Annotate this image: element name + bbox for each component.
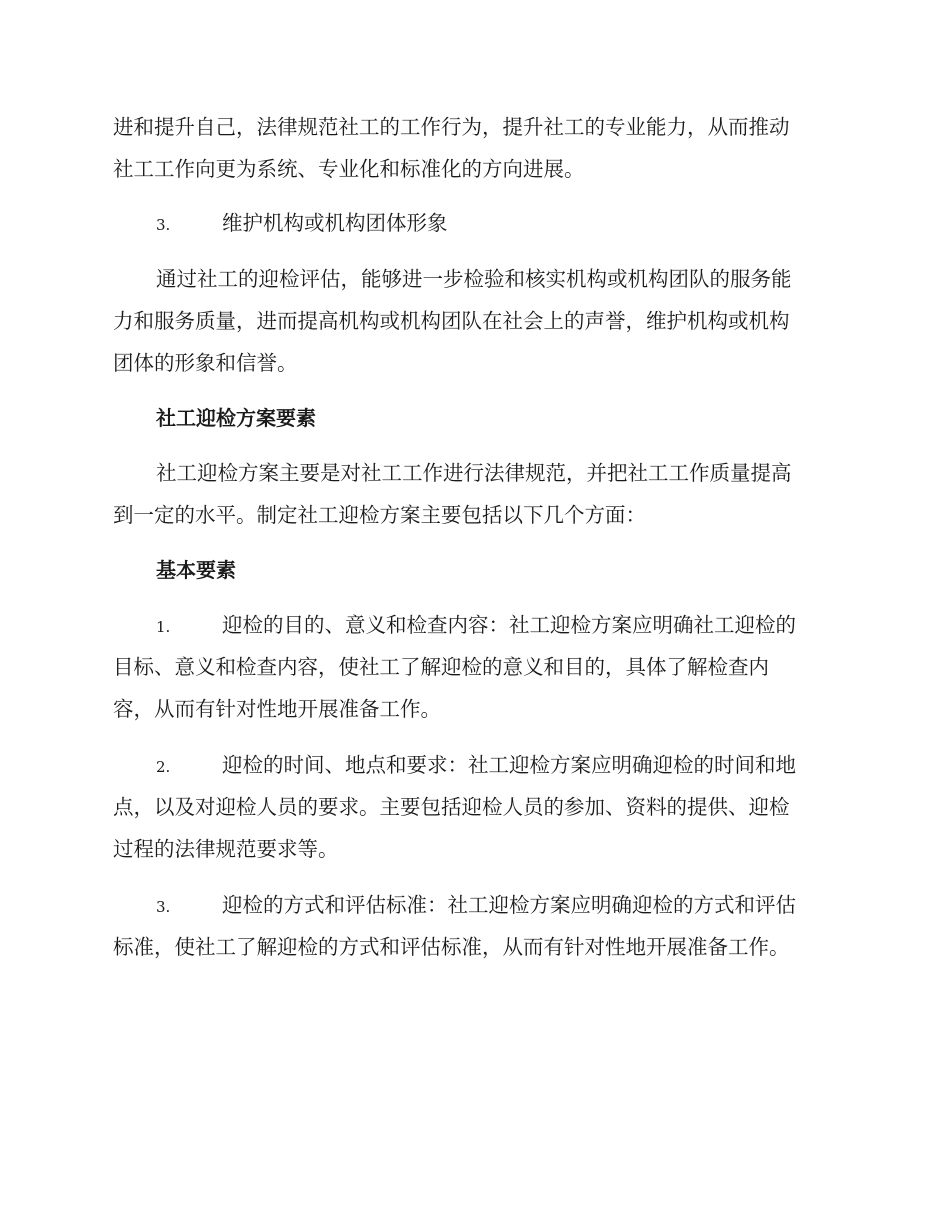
list-item-text: 维护机构或机构团体形象	[222, 211, 448, 235]
paragraph-line: 团体的形象和信誉。	[113, 351, 298, 375]
section-heading-basic	[113, 549, 833, 591]
paragraph-line: 到一定的水平。制定社工迎检方案主要包括以下几个方面：	[113, 503, 646, 527]
list-item-maintain-image	[113, 202, 833, 244]
list-item-text: 迎检的目的、意义和检查内容：社工迎检方案应明确社工迎检的	[222, 613, 796, 637]
paragraph-line: 社工工作向更为系统、专业化和标准化的方向进展。	[113, 157, 585, 181]
list-item-number: 3.	[156, 898, 171, 916]
paragraph-evaluation	[113, 258, 833, 384]
list-item-method-standard	[113, 884, 833, 968]
list-item-time-place	[113, 744, 833, 870]
section-heading-elements	[113, 397, 833, 439]
list-item-text: 迎检的方式和评估标准：社工迎检方案应明确迎检的方式和评估	[222, 893, 796, 917]
list-item-number: 1.	[156, 618, 171, 636]
section-heading: 社工迎检方案要素	[156, 406, 316, 430]
paragraph-line: 通过社工的迎检评估，能够进一步检验和核实机构或机构团队的服务能	[156, 267, 792, 291]
list-item-number: 3.	[156, 216, 171, 234]
list-item-text: 点，以及对迎检人员的要求。主要包括迎检人员的参加、资料的提供、迎检	[113, 795, 790, 819]
list-item-text: 容，从而有针对性地开展准备工作。	[113, 697, 441, 721]
paragraph-line: 进和提升自己，法律规范社工的工作行为，提升社工的专业能力，从而推动	[113, 115, 790, 139]
list-item-number: 2.	[156, 758, 171, 776]
list-item-purpose	[113, 604, 833, 730]
list-item-text: 标准，使社工了解迎检的方式和评估标准，从而有针对性地开展准备工作。	[113, 935, 790, 959]
paragraph-intro	[113, 452, 833, 536]
paragraph-line: 社工迎检方案主要是对社工工作进行法律规范，并把社工工作质量提高	[156, 461, 792, 485]
paragraph-line: 力和服务质量，进而提高机构或机构团队在社会上的声誉，维护机构或机构	[113, 309, 790, 333]
list-item-text: 迎检的时间、地点和要求：社工迎检方案应明确迎检的时间和地	[222, 753, 796, 777]
paragraph-continuation	[113, 106, 833, 190]
section-heading: 基本要素	[156, 558, 236, 582]
list-item-text: 目标、意义和检查内容，使社工了解迎检的意义和目的，具体了解检查内	[113, 655, 769, 679]
list-item-text: 过程的法律规范要求等。	[113, 837, 339, 861]
